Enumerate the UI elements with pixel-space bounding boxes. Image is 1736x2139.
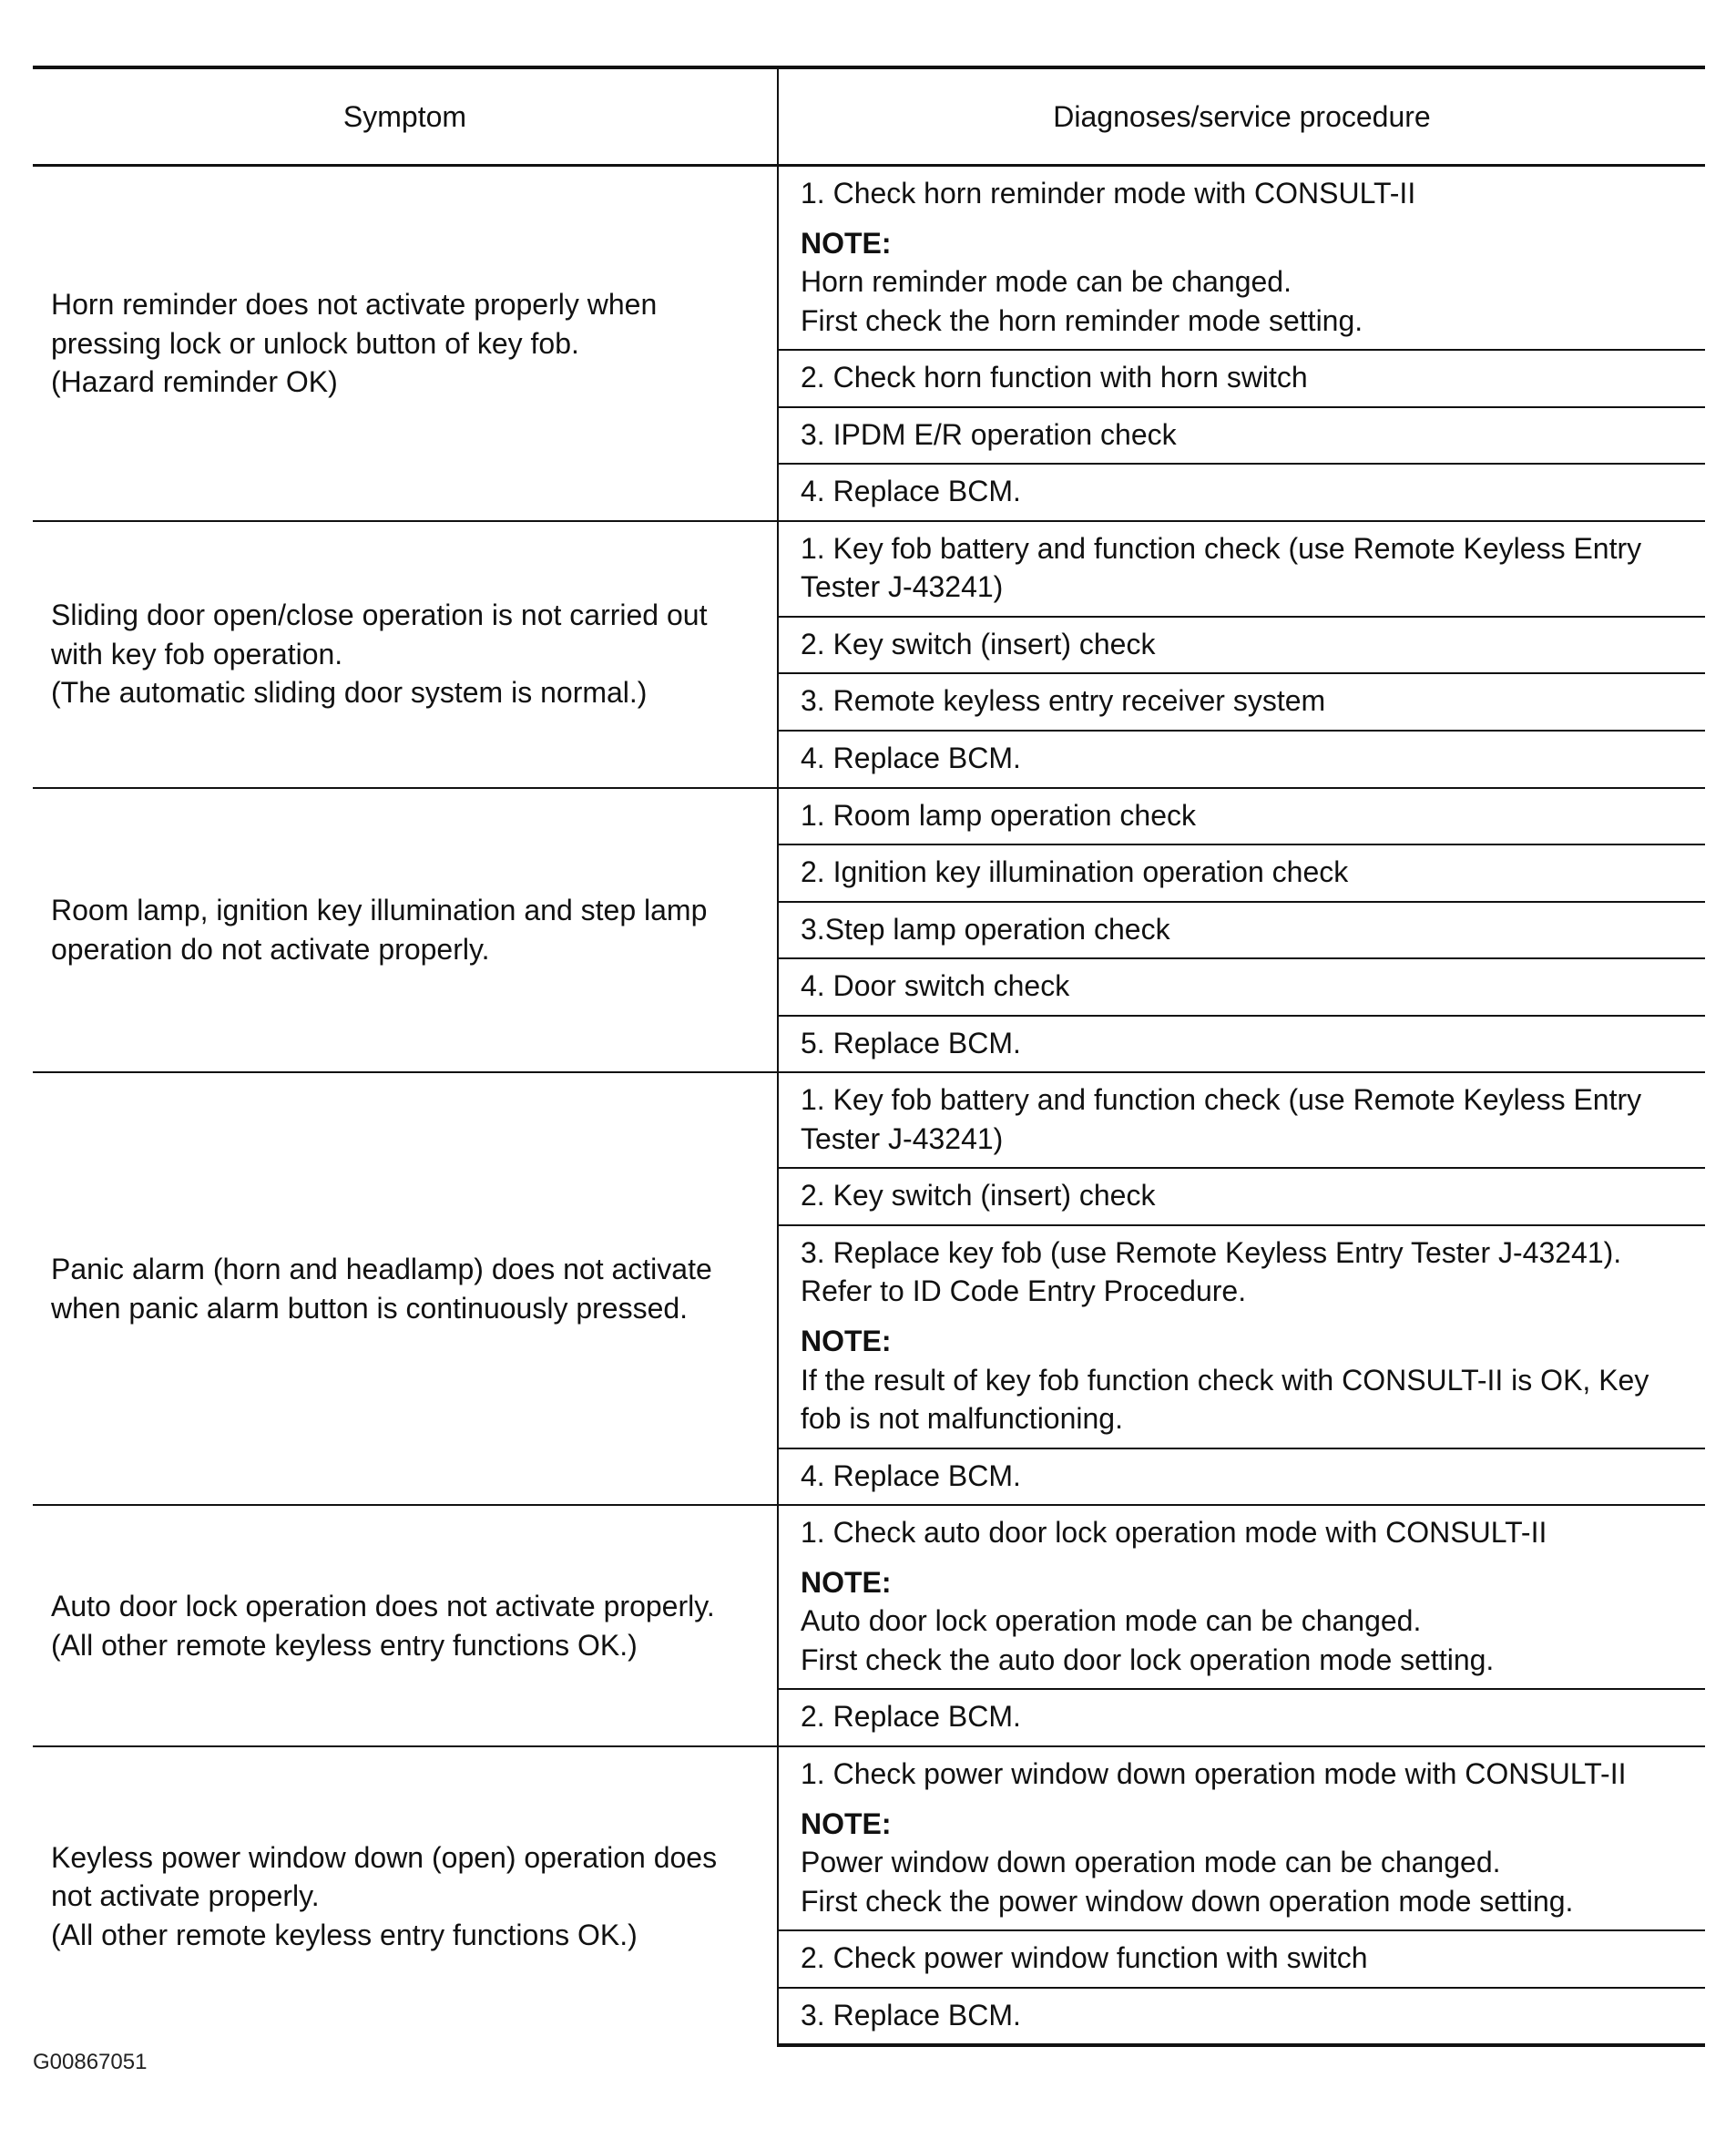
symptom-text: when panic alarm button is continuously pressed.: [51, 1291, 689, 1325]
note-label: NOTE:: [801, 1565, 892, 1599]
procedure-step-text: 4. Door switch check: [801, 969, 1070, 1003]
symptom-text: with key fob operation.: [51, 637, 343, 670]
procedure-step-text: 2. Check power window function with switch: [801, 1941, 1368, 1975]
procedure-step-cell: [778, 350, 1705, 407]
table-row: [33, 1746, 1705, 1930]
symptom-text: (Hazard reminder OK): [51, 365, 338, 399]
procedure-step-cell: [778, 1988, 1705, 2046]
procedure-step-cell: [778, 844, 1705, 902]
procedure-step-cell: [778, 731, 1705, 788]
procedure-step-text: 1. Key fob battery and function check (use Remote Keyless Entry: [801, 1083, 1642, 1117]
procedure-step-cell: [778, 1072, 1705, 1168]
procedure-step-cell: [778, 1225, 1705, 1448]
note-text: First check the horn reminder mode setting.: [801, 303, 1363, 337]
symptom-cell: [33, 521, 778, 788]
procedure-step-text: Refer to ID Code Entry Procedure.: [801, 1274, 1247, 1308]
procedure-step-text: 1. Key fob battery and function check (use Remote Keyless Entry: [801, 531, 1642, 565]
procedure-step-cell: [778, 1689, 1705, 1746]
table-header-row: [33, 67, 1705, 166]
table-row: [33, 788, 1705, 845]
procedure-step-text: Tester J-43241): [801, 570, 1004, 604]
symptom-text: (All other remote keyless entry functions OK.): [51, 1918, 638, 1951]
note-text: Power window down operation mode can be changed.: [801, 1846, 1501, 1879]
procedure-step-cell: [778, 407, 1705, 465]
note-label: NOTE:: [801, 1325, 892, 1358]
symptom-text: not activate properly.: [51, 1879, 320, 1913]
procedure-step-cell: [778, 902, 1705, 959]
procedure-step-cell: [778, 673, 1705, 731]
procedure-step-cell: [778, 521, 1705, 617]
table-body: [33, 166, 1705, 2046]
note-text: fob is not malfunctioning.: [801, 1402, 1123, 1436]
table-row: [33, 1072, 1705, 1168]
symptom-cell: [33, 788, 778, 1073]
symptom-cell: [33, 1746, 778, 2045]
procedure-step-text: 2. Key switch (insert) check: [801, 1179, 1156, 1213]
header-procedure: Diagnoses/service procedure: [778, 67, 1705, 166]
note-text: First check the auto door lock operation mode setting.: [801, 1643, 1495, 1676]
procedure-step-text: 4. Replace BCM.: [801, 1458, 1021, 1492]
symptom-text: Sliding door open/close operation is not carried out: [51, 599, 708, 632]
procedure-step-cell: [778, 1746, 1705, 1930]
document-page: [33, 66, 1705, 2047]
symptom-text: pressing lock or unlock button of key fob.: [51, 326, 579, 360]
procedure-step-text: 1. Check power window down operation mode with CONSULT-II: [801, 1756, 1627, 1790]
procedure-step-cell: [778, 166, 1705, 351]
symptom-cell: [33, 166, 778, 521]
note-label: NOTE:: [801, 1806, 892, 1840]
procedure-step-text: 3.Step lamp operation check: [801, 912, 1170, 946]
procedure-step-text: 4. Replace BCM.: [801, 742, 1021, 775]
symptom-text: Keyless power window down (open) operation does: [51, 1840, 718, 1874]
procedure-step-text: 3. IPDM E/R operation check: [801, 417, 1177, 451]
table-row: [33, 1505, 1705, 1689]
note-label: NOTE:: [801, 226, 892, 260]
symptom-text: Room lamp, ignition key illumination and step lamp: [51, 894, 708, 927]
symptom-text: Horn reminder does not activate properly when: [51, 288, 658, 322]
procedure-step-text: Tester J-43241): [801, 1121, 1004, 1155]
procedure-step-text: 2. Key switch (insert) check: [801, 627, 1156, 660]
procedure-step-text: 2. Replace BCM.: [801, 1700, 1021, 1734]
procedure-step-cell: [778, 464, 1705, 521]
symptom-text: Auto door lock operation does not activate properly.: [51, 1590, 715, 1623]
note-text: Auto door lock operation mode can be changed.: [801, 1604, 1422, 1638]
symptom-table: [33, 66, 1705, 2047]
procedure-step-cell: [778, 1505, 1705, 1689]
table-row: [33, 521, 1705, 617]
procedure-step-text: 4. Replace BCM.: [801, 475, 1021, 508]
procedure-step-text: 2. Ignition key illumination operation check: [801, 855, 1349, 889]
symptom-text: (The automatic sliding door system is normal.): [51, 676, 648, 710]
header-symptom: Symptom: [33, 67, 778, 166]
procedure-step-cell: [778, 1168, 1705, 1225]
symptom-text: operation do not activate properly.: [51, 932, 490, 966]
procedure-step-cell: [778, 1930, 1705, 1988]
figure-id: G00867051: [33, 2050, 148, 2074]
procedure-step-text: 3. Replace BCM.: [801, 1998, 1021, 2032]
procedure-step-cell: [778, 958, 1705, 1016]
procedure-step-cell: [778, 1016, 1705, 1073]
procedure-step-text: 1. Room lamp operation check: [801, 798, 1196, 832]
symptom-cell: [33, 1072, 778, 1505]
note-text: If the result of key fob function check with CONSULT-II is OK, Key: [801, 1363, 1649, 1397]
table-row: [33, 166, 1705, 351]
procedure-step-text: 3. Replace key fob (use Remote Keyless Entry Tester J-43241).: [801, 1235, 1622, 1269]
note-text: Horn reminder mode can be changed.: [801, 265, 1292, 299]
procedure-step-cell: [778, 788, 1705, 845]
procedure-step-text: 1. Check horn reminder mode with CONSULT-II: [801, 177, 1416, 210]
note-text: First check the power window down operation mode setting.: [801, 1884, 1574, 1918]
procedure-step-text: 5. Replace BCM.: [801, 1026, 1021, 1059]
procedure-step-cell: [778, 617, 1705, 674]
symptom-cell: [33, 1505, 778, 1746]
procedure-step-text: 2. Check horn function with horn switch: [801, 361, 1308, 394]
procedure-step-text: 1. Check auto door lock operation mode with CONSULT-II: [801, 1516, 1547, 1550]
procedure-step-text: 3. Remote keyless entry receiver system: [801, 684, 1326, 718]
symptom-text: (All other remote keyless entry functions OK.): [51, 1628, 638, 1662]
procedure-step-cell: [778, 1448, 1705, 1506]
symptom-text: Panic alarm (horn and headlamp) does not activate: [51, 1253, 712, 1286]
